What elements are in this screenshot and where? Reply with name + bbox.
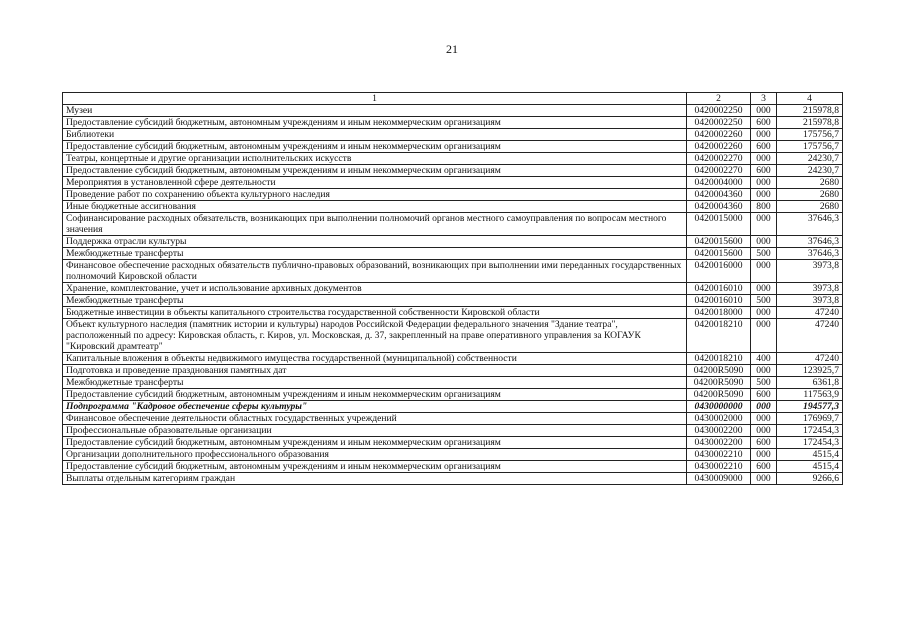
row-code-cell: 0420016010 bbox=[687, 283, 751, 295]
row-kind-cell: 000 bbox=[751, 260, 777, 283]
row-amount-cell: 194577,3 bbox=[777, 401, 843, 413]
row-amount-cell: 3973,8 bbox=[777, 260, 843, 283]
table-row bbox=[63, 449, 843, 461]
row-amount-cell: 2680 bbox=[777, 177, 843, 189]
table-row bbox=[63, 353, 843, 365]
row-amount-cell: 215978,8 bbox=[777, 105, 843, 117]
row-name-cell: Софинансирование расходных обязательств, возникающих при выполнении полномочий органов местного самоуправления по вопросам местного значения bbox=[63, 213, 687, 236]
table-row bbox=[63, 283, 843, 295]
row-code-cell: 0420002260 bbox=[687, 129, 751, 141]
row-amount-cell: 37646,3 bbox=[777, 213, 843, 236]
row-name-cell: Подпрограмма "Кадровое обеспечение сферы культуры" bbox=[63, 401, 687, 413]
row-kind-cell: 800 bbox=[751, 201, 777, 213]
row-code-cell: 04200R5090 bbox=[687, 377, 751, 389]
row-amount-cell: 123925,7 bbox=[777, 365, 843, 377]
row-name-cell: Межбюджетные трансферты bbox=[63, 295, 687, 307]
row-kind-cell: 000 bbox=[751, 236, 777, 248]
row-amount-cell: 24230,7 bbox=[777, 165, 843, 177]
row-name-cell: Поддержка отрасли культуры bbox=[63, 236, 687, 248]
row-code-cell: 0420015600 bbox=[687, 248, 751, 260]
row-amount-cell: 24230,7 bbox=[777, 153, 843, 165]
table-row bbox=[63, 461, 843, 473]
header-kind: 3 bbox=[751, 93, 777, 105]
row-name-cell: Хранение, комплектование, учет и использование архивных документов bbox=[63, 283, 687, 295]
row-code-cell: 0420018210 bbox=[687, 319, 751, 353]
row-amount-cell: 37646,3 bbox=[777, 236, 843, 248]
table-row bbox=[63, 165, 843, 177]
row-code-cell: 04200R5090 bbox=[687, 389, 751, 401]
row-code-cell: 0420002270 bbox=[687, 165, 751, 177]
table-row bbox=[63, 377, 843, 389]
row-kind-cell: 000 bbox=[751, 425, 777, 437]
page-number: 21 bbox=[446, 42, 458, 56]
row-kind-cell: 400 bbox=[751, 353, 777, 365]
row-name-cell: Предоставление субсидий бюджетным, автономным учреждениям и иным некоммерческим организациям bbox=[63, 389, 687, 401]
row-code-cell: 0420004360 bbox=[687, 201, 751, 213]
row-kind-cell: 000 bbox=[751, 319, 777, 353]
table-row bbox=[63, 213, 843, 236]
table-row bbox=[63, 141, 843, 153]
table-row bbox=[63, 177, 843, 189]
row-kind-cell: 600 bbox=[751, 165, 777, 177]
table-row bbox=[63, 201, 843, 213]
row-name-cell: Подготовка и проведение празднования памятных дат bbox=[63, 365, 687, 377]
row-amount-cell: 215978,8 bbox=[777, 117, 843, 129]
row-kind-cell: 600 bbox=[751, 117, 777, 129]
header-code: 2 bbox=[687, 93, 751, 105]
row-kind-cell: 600 bbox=[751, 461, 777, 473]
row-code-cell: 0420016010 bbox=[687, 295, 751, 307]
table-row bbox=[63, 153, 843, 165]
row-code-cell: 0420002260 bbox=[687, 141, 751, 153]
table-row bbox=[63, 319, 843, 353]
row-amount-cell: 9266,6 bbox=[777, 473, 843, 485]
row-kind-cell: 600 bbox=[751, 141, 777, 153]
row-name-cell: Музеи bbox=[63, 105, 687, 117]
row-kind-cell: 600 bbox=[751, 437, 777, 449]
row-code-cell: 0430000000 bbox=[687, 401, 751, 413]
row-amount-cell: 3973,8 bbox=[777, 283, 843, 295]
row-name-cell: Театры, концертные и другие организации исполнительских искусств bbox=[63, 153, 687, 165]
row-kind-cell: 000 bbox=[751, 283, 777, 295]
row-code-cell: 0430002200 bbox=[687, 425, 751, 437]
table-row bbox=[63, 129, 843, 141]
table-row bbox=[63, 105, 843, 117]
row-kind-cell: 600 bbox=[751, 389, 777, 401]
row-code-cell: 0430002210 bbox=[687, 461, 751, 473]
row-amount-cell: 175756,7 bbox=[777, 129, 843, 141]
row-kind-cell: 000 bbox=[751, 473, 777, 485]
table-row bbox=[63, 295, 843, 307]
row-amount-cell: 4515,4 bbox=[777, 461, 843, 473]
row-code-cell: 0420004360 bbox=[687, 189, 751, 201]
row-name-cell: Финансовое обеспечение расходных обязательств публично-правовых образований, возникающих при выполнении ими переданных государственных полномочий Кировской области bbox=[63, 260, 687, 283]
row-amount-cell: 6361,8 bbox=[777, 377, 843, 389]
row-amount-cell: 37646,3 bbox=[777, 248, 843, 260]
table-row bbox=[63, 260, 843, 283]
row-name-cell: Мероприятия в установленной сфере деятельности bbox=[63, 177, 687, 189]
row-name-cell: Библиотеки bbox=[63, 129, 687, 141]
table-body bbox=[63, 105, 843, 485]
row-code-cell: 04200R5090 bbox=[687, 365, 751, 377]
row-kind-cell: 000 bbox=[751, 105, 777, 117]
row-code-cell: 0420018000 bbox=[687, 307, 751, 319]
row-amount-cell: 172454,3 bbox=[777, 425, 843, 437]
row-kind-cell: 500 bbox=[751, 377, 777, 389]
row-code-cell: 0420015000 bbox=[687, 213, 751, 236]
row-name-cell: Проведение работ по сохранению объекта культурного наследия bbox=[63, 189, 687, 201]
row-amount-cell: 47240 bbox=[777, 307, 843, 319]
row-amount-cell: 176969,7 bbox=[777, 413, 843, 425]
row-amount-cell: 3973,8 bbox=[777, 295, 843, 307]
table-row bbox=[63, 389, 843, 401]
row-name-cell: Капитальные вложения в объекты недвижимого имущества государственной (муниципальной) собственности bbox=[63, 353, 687, 365]
row-code-cell: 0420002250 bbox=[687, 117, 751, 129]
table-row bbox=[63, 437, 843, 449]
row-code-cell: 0420002250 bbox=[687, 105, 751, 117]
row-name-cell: Профессиональные образовательные организации bbox=[63, 425, 687, 437]
row-kind-cell: 000 bbox=[751, 189, 777, 201]
row-name-cell: Финансовое обеспечение деятельности областных государственных учреждений bbox=[63, 413, 687, 425]
row-code-cell: 0430002210 bbox=[687, 449, 751, 461]
table-row bbox=[63, 401, 843, 413]
row-name-cell: Предоставление субсидий бюджетным, автономным учреждениям и иным некоммерческим организациям bbox=[63, 117, 687, 129]
row-amount-cell: 2680 bbox=[777, 201, 843, 213]
row-amount-cell: 4515,4 bbox=[777, 449, 843, 461]
header-amount: 4 bbox=[777, 93, 843, 105]
row-kind-cell: 000 bbox=[751, 177, 777, 189]
row-name-cell: Предоставление субсидий бюджетным, автономным учреждениям и иным некоммерческим организациям bbox=[63, 141, 687, 153]
row-code-cell: 0430002000 bbox=[687, 413, 751, 425]
table-row bbox=[63, 473, 843, 485]
row-kind-cell: 000 bbox=[751, 129, 777, 141]
row-amount-cell: 172454,3 bbox=[777, 437, 843, 449]
row-code-cell: 0430009000 bbox=[687, 473, 751, 485]
row-code-cell: 0430002200 bbox=[687, 437, 751, 449]
budget-table bbox=[62, 92, 843, 485]
row-name-cell: Организации дополнительного профессионального образования bbox=[63, 449, 687, 461]
row-name-cell: Предоставление субсидий бюджетным, автономным учреждениям и иным некоммерческим организациям bbox=[63, 461, 687, 473]
table-row bbox=[63, 117, 843, 129]
row-amount-cell: 47240 bbox=[777, 353, 843, 365]
row-code-cell: 0420015600 bbox=[687, 236, 751, 248]
row-kind-cell: 000 bbox=[751, 307, 777, 319]
row-code-cell: 0420004000 bbox=[687, 177, 751, 189]
row-code-cell: 0420016000 bbox=[687, 260, 751, 283]
table-row bbox=[63, 307, 843, 319]
table-row bbox=[63, 425, 843, 437]
row-name-cell: Межбюджетные трансферты bbox=[63, 248, 687, 260]
row-kind-cell: 000 bbox=[751, 449, 777, 461]
table-row bbox=[63, 248, 843, 260]
table-row bbox=[63, 413, 843, 425]
row-kind-cell: 500 bbox=[751, 248, 777, 260]
row-name-cell: Иные бюджетные ассигнования bbox=[63, 201, 687, 213]
row-kind-cell: 000 bbox=[751, 401, 777, 413]
row-code-cell: 0420018210 bbox=[687, 353, 751, 365]
header-name: 1 bbox=[63, 93, 687, 105]
row-name-cell: Объект культурного наследия (памятник истории и культуры) народов Российской Федерации федерального значения "Здание театра", расположенный по адресу: Кировская область, г. Киров, ул. Московская, д. 37, закрепленный на праве оперативного управления за КОГАУК "Кировский драмтеатр" bbox=[63, 319, 687, 353]
row-name-cell: Бюджетные инвестиции в объекты капитального строительства государственной собственности Кировской области bbox=[63, 307, 687, 319]
table-row bbox=[63, 189, 843, 201]
row-amount-cell: 117563,9 bbox=[777, 389, 843, 401]
row-name-cell: Предоставление субсидий бюджетным, автономным учреждениям и иным некоммерческим организациям bbox=[63, 165, 687, 177]
row-name-cell: Выплаты отдельным категориям граждан bbox=[63, 473, 687, 485]
row-kind-cell: 500 bbox=[751, 295, 777, 307]
table-header bbox=[63, 93, 843, 105]
row-kind-cell: 000 bbox=[751, 213, 777, 236]
row-name-cell: Предоставление субсидий бюджетным, автономным учреждениям и иным некоммерческим организациям bbox=[63, 437, 687, 449]
header-row bbox=[63, 93, 843, 105]
table-row bbox=[63, 365, 843, 377]
row-amount-cell: 175756,7 bbox=[777, 141, 843, 153]
row-code-cell: 0420002270 bbox=[687, 153, 751, 165]
row-kind-cell: 000 bbox=[751, 153, 777, 165]
row-kind-cell: 000 bbox=[751, 365, 777, 377]
row-kind-cell: 000 bbox=[751, 413, 777, 425]
row-amount-cell: 2680 bbox=[777, 189, 843, 201]
row-name-cell: Межбюджетные трансферты bbox=[63, 377, 687, 389]
row-amount-cell: 47240 bbox=[777, 319, 843, 353]
table-row bbox=[63, 236, 843, 248]
